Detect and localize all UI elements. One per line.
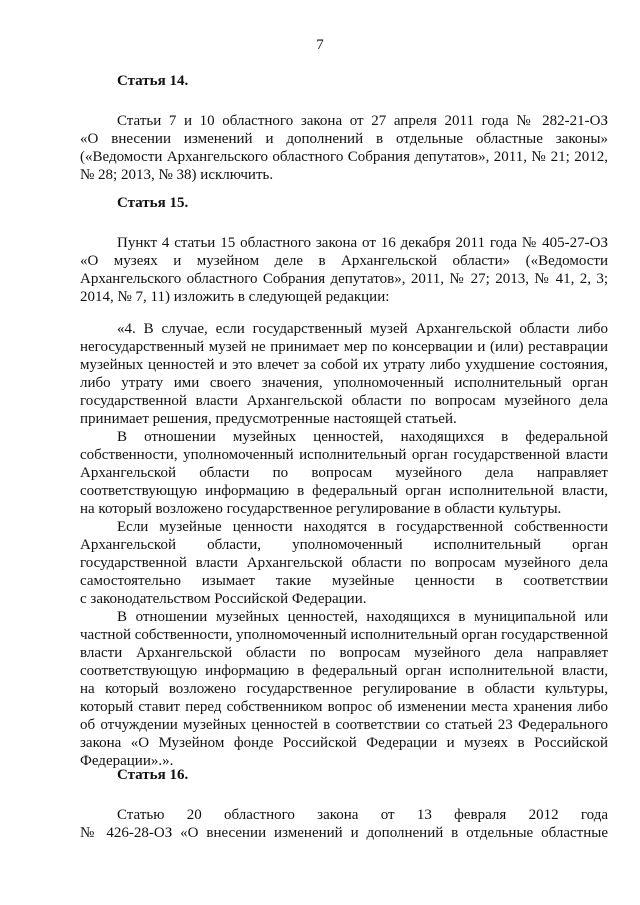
quote-line: собственности, уполномоченный исполнительный орган государственной власти bbox=[80, 447, 608, 463]
quote-line: музейных ценностей и это влечет за собой их утрату либо ухудшение состояния, bbox=[80, 357, 608, 373]
article-14-line: Статьи 7 и 10 областного закона от 27 апреля 2011 года № 282-21-ОЗ bbox=[117, 113, 608, 129]
quote-line: Федерации».». bbox=[80, 753, 174, 769]
quote-line: соответствующую информацию в федеральный орган исполнительной власти, bbox=[80, 483, 608, 499]
article-14-line: «О внесении изменений и дополнений в отдельные областные законы» bbox=[80, 131, 608, 147]
article-15-heading: Статья 15. bbox=[117, 195, 189, 211]
quote-line: самостоятельно изымает такие музейные ценности в соответствии bbox=[80, 573, 608, 589]
article-15-intro bbox=[80, 234, 608, 306]
quote-line: закона «О Музейном фонде Российской Федерации и музеях в Российской bbox=[80, 735, 608, 751]
article-15-intro-line: Пункт 4 статьи 15 областного закона от 16 декабря 2011 года № 405-27-ОЗ bbox=[117, 235, 608, 251]
quote-line: Если музейные ценности находятся в государственной собственности bbox=[117, 519, 608, 535]
quote-line: либо утрату ими своего значения, уполномоченный исполнительный орган bbox=[80, 375, 608, 391]
quote-line: на который возложено государственное регулирование в области культуры, bbox=[80, 681, 608, 697]
article-15-intro-line: «О музеях и музейном деле в Архангельской области» («Ведомости bbox=[80, 253, 608, 269]
article-16-paragraph bbox=[80, 806, 608, 842]
article-14-line: № 28; 2013, № 38) исключить. bbox=[80, 167, 274, 183]
quote-line: частной собственности, уполномоченный исполнительный орган государственной bbox=[80, 627, 608, 643]
quote-paragraph-4 bbox=[80, 608, 608, 770]
quote-line: государственной власти Архангельской области по вопросам музейного дела bbox=[80, 393, 608, 409]
quote-line: на который возложено государственное регулирование в области культуры. bbox=[80, 501, 562, 517]
article-16-heading: Статья 16. bbox=[117, 767, 189, 783]
quote-line: негосударственный музей не принимает мер по консервации и (или) реставрации bbox=[80, 339, 608, 355]
quote-line: Архангельской области, уполномоченный исполнительный орган bbox=[80, 537, 608, 553]
quote-line: государственной власти Архангельской области по вопросам музейного дела bbox=[80, 555, 608, 571]
quote-paragraph-2 bbox=[80, 428, 608, 518]
quote-line: который ставит перед собственником вопрос об изменении места хранения либо bbox=[80, 699, 608, 715]
quote-line: об отчуждении музейных ценностей в соответствии со статьей 23 Федерального bbox=[80, 717, 608, 733]
quote-paragraph-1 bbox=[80, 320, 608, 428]
quote-line: соответствующую информацию в федеральный орган исполнительной власти, bbox=[80, 663, 608, 679]
article-14-heading: Статья 14. bbox=[117, 73, 189, 89]
quote-line: Архангельской области по вопросам музейного дела направляет bbox=[80, 465, 608, 481]
quote-line: В отношении музейных ценностей, находящихся в муниципальной или bbox=[117, 609, 608, 625]
quote-paragraph-3 bbox=[80, 518, 608, 608]
article-14-paragraph bbox=[80, 112, 608, 184]
quote-line: принимает решения, предусмотренные настоящей статьей. bbox=[80, 411, 457, 427]
quote-line: «4. В случае, если государственный музей Архангельской области либо bbox=[117, 321, 608, 337]
article-16-line: Статью 20 областного закона от 13 февраля 2012 года bbox=[117, 807, 608, 823]
quote-line: власти Архангельской области по вопросам музейного дела направляет bbox=[80, 645, 608, 661]
page-number: 7 bbox=[316, 37, 324, 53]
quote-line: с законодательством Российской Федерации. bbox=[80, 591, 367, 607]
article-15-intro-line: Архангельского областного Собрания депутатов», 2011, № 27; 2013, № 41, 2, 3; bbox=[80, 271, 608, 287]
quote-line: В отношении музейных ценностей, находящихся в федеральной bbox=[117, 429, 608, 445]
article-15-intro-line: 2014, № 7, 11) изложить в следующей редакции: bbox=[80, 289, 390, 305]
article-14-line: («Ведомости Архангельского областного Собрания депутатов», 2011, № 21; 2012, bbox=[80, 149, 608, 165]
article-16-line: № 426-28-ОЗ «О внесении изменений и дополнений в отдельные областные bbox=[80, 825, 608, 841]
